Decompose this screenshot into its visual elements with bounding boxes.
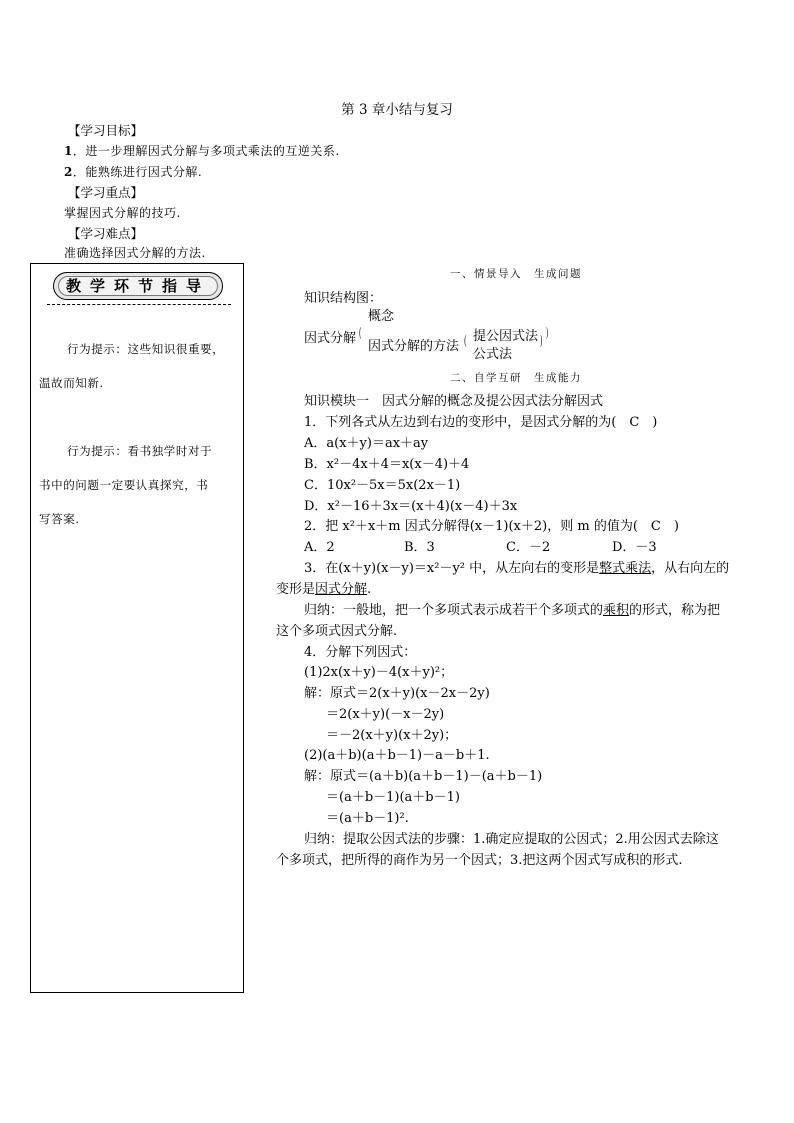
focus-header: 【学习重点】	[68, 185, 144, 200]
structure-method-2: 公式法	[473, 347, 513, 362]
question-1: 1．下列各式从左边到右边的变形中，是因式分解的为( C )	[304, 415, 658, 430]
focus-text: 掌握因式分解的技巧.	[64, 206, 181, 220]
q1-option-d: D．x²－16＋3x＝(x＋4)(x－4)＋3x	[304, 499, 518, 514]
structure-concept: 概念	[368, 309, 395, 324]
section-1-heading: 一、情景导入 生成问题	[450, 268, 582, 280]
q4-part-2: (2)(a＋b)(a＋b－1)－a－b＋1.	[304, 748, 490, 763]
goal-item: 1．进一步理解因式分解与多项式乘法的互逆关系.	[64, 144, 340, 158]
left-bracket: (	[359, 326, 362, 341]
summary-2-line-1: 归纳：提取公因式法的步骤：1.确定应提取的公因式；2.用公因式去除这	[304, 832, 719, 847]
q2-option-c: C．－2	[506, 540, 551, 555]
right-bracket: )	[546, 326, 549, 341]
question-2: 2．把 x²＋x＋m 因式分解得(x－1)(x＋2)，则 m 的值为( C )	[304, 519, 679, 534]
q2-option-d: D．－3	[612, 540, 657, 555]
q1-option-a: A．a(x＋y)＝ax＋ay	[304, 436, 429, 451]
q4-part-1: (1)2x(x＋y)－4(x＋y)²；	[304, 665, 454, 680]
structure-method: 因式分解的方法	[368, 339, 460, 354]
banner-divider	[47, 304, 231, 305]
question-3-line-2: 变形是因式分解.	[276, 582, 372, 597]
tip-2: 行为提示：看书独学时对于 书中的问题一定要认真探究，书 写答案.	[39, 444, 213, 526]
q3-answer-2: 因式分解	[315, 582, 368, 597]
q4-2-step-3: ＝(a＋b－1)².	[326, 811, 409, 826]
knowledge-structure-diagram	[304, 305, 554, 367]
q2-option-a: A．2	[304, 540, 335, 555]
question-4: 4．分解下列因式：	[304, 645, 417, 660]
banner-text: 教学环节指导	[58, 276, 218, 296]
q1-option-c: C．10x²－5x＝5x(2x－1)	[304, 478, 461, 493]
q4-1-step-1: 解：原式＝2(x＋y)(x－2x－2y)	[304, 686, 490, 701]
structure-root: 因式分解	[304, 331, 357, 346]
q4-2-step-1: 解：原式＝(a＋b)(a＋b－1)－(a＋b－1)	[304, 769, 543, 784]
q4-1-step-2: ＝2(x＋y)(－x－2y)	[326, 707, 445, 722]
module-heading: 知识模块一 因式分解的概念及提公因式法分解因式	[304, 394, 604, 409]
question-3-line-1: 3．在(x＋y)(x－y)＝x²－y² 中，从左向右的变形是整式乘法，从右向左的	[304, 561, 730, 576]
difficulty-header: 【学习难点】	[68, 226, 144, 241]
q2-option-b: B．3	[404, 540, 435, 555]
guidance-banner	[53, 272, 223, 300]
tip-1: 行为提示：这些知识很重要， 温故而知新.	[39, 342, 225, 390]
q4-2-step-2: ＝(a＋b－1)(a＋b－1)	[326, 790, 460, 805]
q1-option-b: B．x²－4x＋4＝x(x－4)＋4	[304, 457, 470, 472]
summary-1-line-1: 归纳：一般地，把一个多项式表示成若干个多项式的乘积的形式，称为把	[304, 603, 721, 618]
structure-method-1: 提公因式法	[473, 329, 539, 344]
section-2-heading: 二、自学互研 生成能力	[450, 372, 582, 384]
q4-1-step-3: ＝－2(x＋y)(x＋2y)；	[326, 728, 458, 743]
summary-1-answer: 乘积	[603, 603, 630, 618]
summary-1-line-2: 这个多项式因式分解.	[276, 624, 398, 639]
structure-label: 知识结构图：	[304, 291, 383, 306]
difficulty-text: 准确选择因式分解的方法.	[64, 246, 206, 260]
goal-header: 【学习目标】	[68, 123, 144, 138]
goal-item: 2．能熟练进行因式分解.	[64, 165, 203, 179]
summary-2-line-2: 个多项式，把所得的商作为另一个因式；3.把这两个因式写成积的形式.	[276, 853, 683, 868]
guidance-sidebar	[30, 263, 244, 993]
page-title: 第 3 章小结与复习	[341, 102, 453, 118]
q3-answer-1: 整式乘法	[599, 561, 652, 576]
inner-bracket: (	[464, 334, 467, 349]
inner-bracket-close: )	[540, 334, 543, 349]
